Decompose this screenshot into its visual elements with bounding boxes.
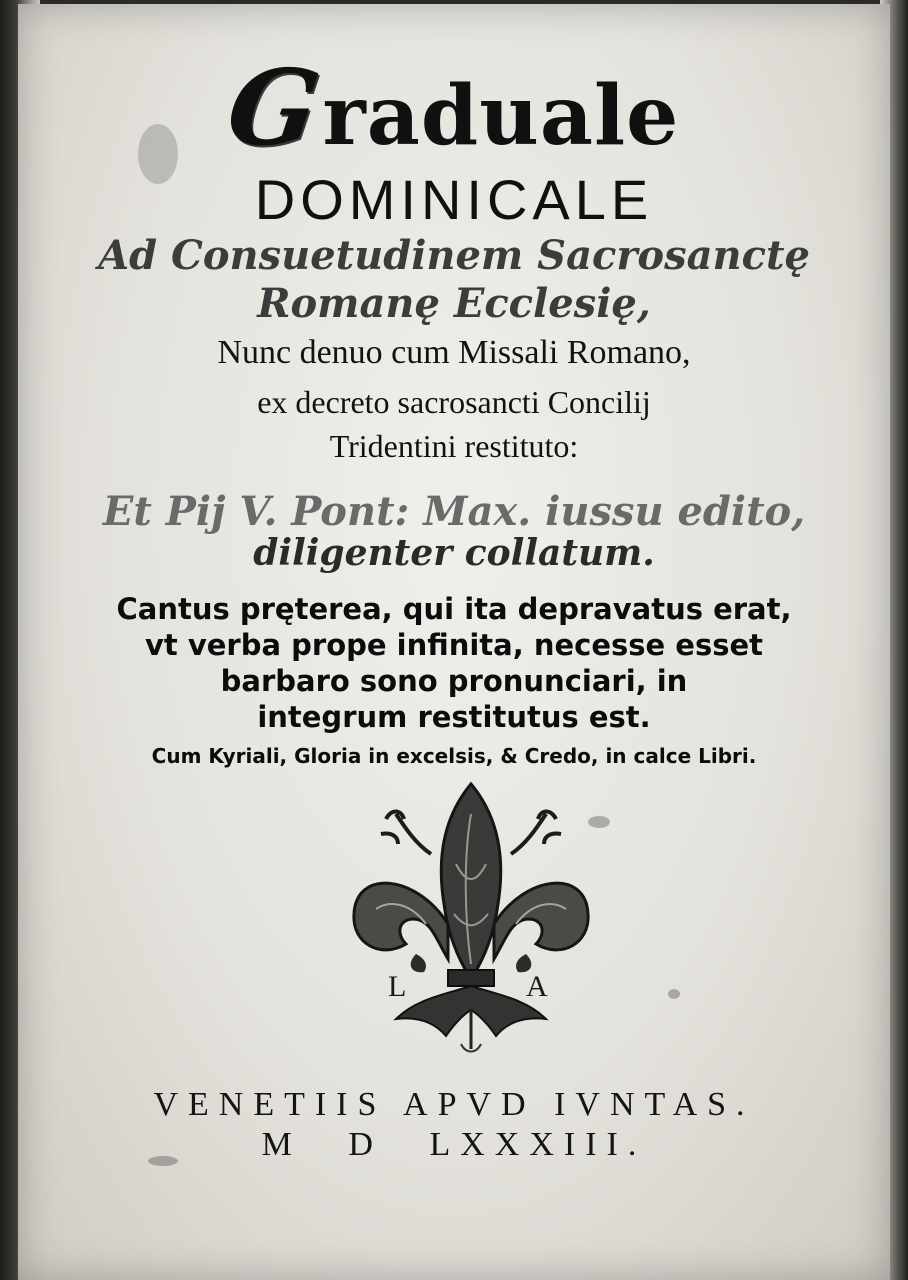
- line-barbaro: barbaro sono pronunciari, in: [220, 664, 688, 698]
- device-letter-a: A: [526, 970, 548, 1003]
- printer-device: [336, 774, 606, 1074]
- line-tridentini: Tridentini restituto:: [329, 428, 579, 464]
- line-ex-decreto: ex decreto sacrosancti Concilij: [257, 384, 651, 420]
- line-cantus: Cantus pręterea, qui ita depravatus erat,: [116, 592, 792, 626]
- decorated-initial: G: [220, 46, 328, 169]
- line-vt-verba: vt verba prope infinita, necesse esset: [144, 628, 764, 662]
- line-ad-consuetudinem: Ad Consuetudinem Sacrosanctę: [98, 232, 810, 279]
- imprint-date: M D LXXXIII.: [261, 1126, 647, 1163]
- subtitle-dominicale: DOMINICALE: [254, 168, 654, 231]
- line-romane-ecclesie: Romanę Ecclesię,: [257, 280, 651, 327]
- stain: [668, 989, 680, 999]
- line-et-pij: Et Pij V. Pont: Max. iussu edito,: [102, 488, 806, 535]
- imprint-place: VENETIIS APVD IVNTAS.: [153, 1086, 755, 1123]
- line-integrum: integrum restitutus est.: [257, 700, 651, 734]
- line-nunc-denuo: Nunc denuo cum Missali Romano,: [217, 334, 691, 371]
- device-letter-l: L: [388, 970, 407, 1003]
- line-diligenter: diligenter collatum.: [253, 532, 655, 574]
- title-rest: raduale: [322, 68, 680, 164]
- title-graduale: [18, 46, 890, 169]
- line-cum-kyriali: Cum Kyriali, Gloria in excelsis, & Credo, in calce Libri.: [151, 744, 757, 768]
- fleur-de-lis-icon: [336, 774, 606, 1074]
- page-sheet: [18, 4, 890, 1280]
